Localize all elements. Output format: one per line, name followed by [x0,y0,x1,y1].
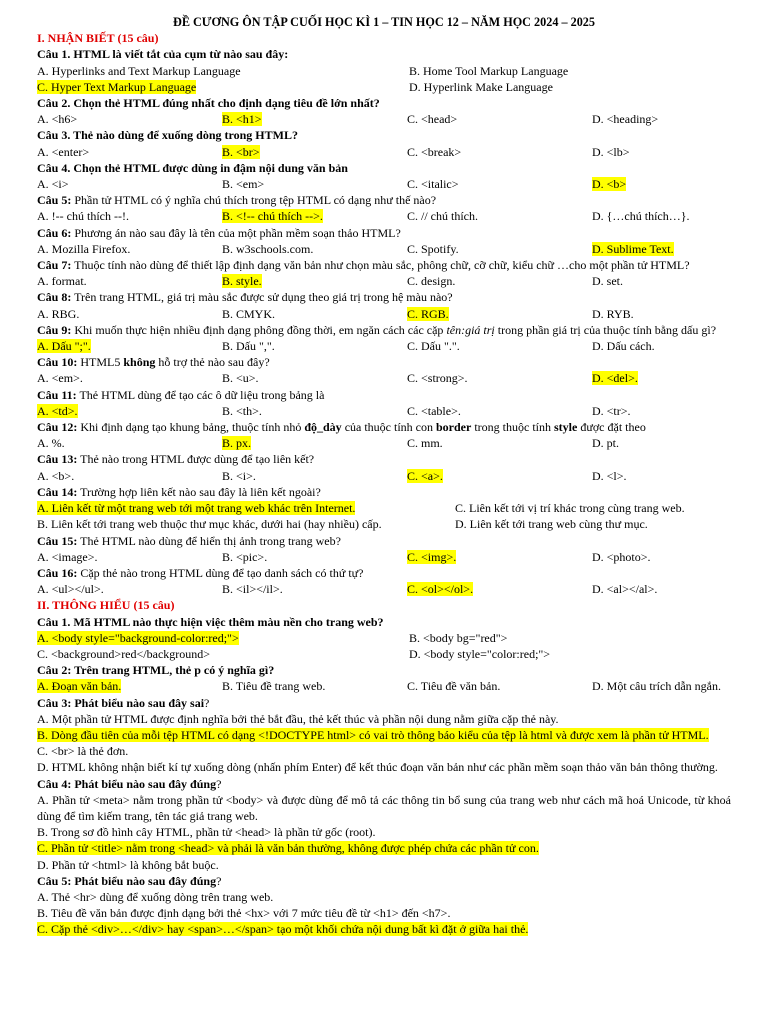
question-12: Câu 12: Khi định dạng tạo khung bảng, thuộc tính nhỏ độ_dày của thuộc tính con border trong thuộc tính style được đặt theo [37,420,646,435]
option-d: D. Hyperlink Make Language [409,79,553,94]
question-p2: Câu 2: Trên trang HTML, thẻ p có ý nghĩa gì? [37,663,275,678]
question-3-options: A. <enter> B. <br> C. <break> D. <lb> [37,144,630,159]
question-4: Câu 4. Chọn thẻ HTML được dùng in đậm nội dung văn bản [37,160,348,175]
option-a: A. Hyperlinks and Text Markup Language [37,63,241,78]
question-6: Câu 6: Phương án nào sau đây là tên của một phần mềm soạn thảo HTML? [37,225,401,240]
question-15-options: A. <image>. B. <pic>. C. <img>. D. <photo>. [37,549,651,564]
question-16-options: A. <ul></ul>. B. <il></il>. C. <ol></ol>. D. <al></al>. [37,582,658,597]
question-p1: Câu 1. Mã HTML nào thực hiện việc thêm màu nền cho trang web? [37,614,384,629]
question-7-options: A. format. B. style. C. design. D. set. [37,274,623,289]
question-p1-options: A. <body style="background-color:red;"> B. <body bg="red"> [37,630,508,645]
question-p3-c: C. <br> là thẻ đơn. [37,744,129,759]
question-p4: Câu 4: Phát biểu nào sau đây đúng? [37,776,222,791]
question-5-options: A. !-- chú thích --!. B. <!-- chú thích -->. C. // chú thích. D. {…chú thích…}. [37,209,690,224]
question-p5: Câu 5: Phát biểu nào sau đây đúng? [37,873,222,888]
question-16: Câu 16: Cặp thẻ nào trong HTML dùng để tạo danh sách có thứ tự? [37,565,364,580]
question-1: Câu 1. HTML là viết tắt của cụm từ nào sau đây: [37,47,289,62]
section-thong-hieu: II. THÔNG HIỂU (15 câu) [37,598,175,613]
question-10-options: A. <em>. B. <u>. C. <strong>. D. <del>. [37,371,638,386]
question-3: Câu 3. Thẻ nào dùng để xuống dòng trong HTML? [37,128,298,143]
question-1-options-2 [37,79,731,95]
question-p5-a: A. Thẻ <hr> dùng để xuống dòng trên trang web. [37,889,274,904]
option-b: B. Home Tool Markup Language [409,63,569,78]
question-14-options: A. Liên kết từ một trang web tới một trang web khác trên Internet. C. Liên kết tới vị trí khác trong cùng trang web. [37,501,685,516]
question-15: Câu 15: Thẻ HTML nào dùng để hiển thị ảnh trong trang web? [37,533,341,548]
question-2-options: A. <h6> B. <h1> C. <head> D. <heading> [37,112,659,127]
question-p2-options: A. Đoạn văn bản. B. Tiêu đề trang web. C. Tiêu đề văn bản. D. Một câu trích dẫn ngắn. [37,679,721,694]
question-9-options: A. Dấu ";". B. Dấu ",". C. Dấu ".". D. Dấu cách. [37,339,655,354]
question-p4-b: B. Trong sơ đồ hình cây HTML, phần tử <head> là phần tử gốc (root). [37,825,376,840]
question-p3-b: B. Dòng đầu tiên của mỗi tệp HTML có dạng <!DOCTYPE html> có vai trò thông báo kiểu của tệp là html và được xem là phần tử HTML. [37,727,709,742]
question-9: Câu 9: Khi muốn thực hiện nhiều định dạng phông đồng thời, em ngăn cách các cặp tên:giá trị trong phần giá trị của thuộc tính bằng dấu gì? [37,322,717,337]
question-7: Câu 7: Thuộc tính nào dùng để thiết lập định dạng văn bản như chọn màu sắc, phông chữ, cỡ chữ, kiểu chữ …cho một phần tử HTML? [37,258,690,273]
question-13: Câu 13: Thẻ nào trong HTML được dùng để tạo liên kết? [37,452,315,467]
question-10: Câu 10: HTML5 không hỗ trợ thẻ nào sau đây? [37,355,270,370]
question-6-options: A. Mozilla Firefox. B. w3schools.com. C. Spotify. D. Sublime Text. [37,241,674,256]
question-p4-a: A. Phần tử <meta> nằm trong phần tử <body> và được dùng để mô tả các thông tin bổ sung của trang web như cách mã hoá Unicode, từ khoá dùng để tìm kiếm trang, tên tác giả trang web. [37,792,731,823]
question-11: Câu 11: Thẻ HTML dùng để tạo các ô dữ liệu trong bảng là [37,387,325,402]
question-p4-c: C. Phần tử <title> nằm trong <head> và phải là văn bản thường, không được phép chứa các phần tử con. [37,841,539,856]
question-p4-d: D. Phần tử <html> là không bắt buộc. [37,857,219,872]
question-14-options-2: B. Liên kết tới trang web thuộc thư mục khác, dưới hai (hay nhiều) cấp. D. Liên kết tới trang web cùng thư mục. [37,517,648,532]
section-nhan-biet: I. NHẬN BIẾT (15 câu) [37,31,159,46]
question-5: Câu 5: Phần tử HTML có ý nghĩa chú thích trong tệp HTML có dạng như thế nào? [37,193,437,208]
question-4-options: A. <i> B. <em> C. <italic> D. <b> [37,177,627,192]
question-p1-options-2: C. <background>red</background> D. <body style="color:red;"> [37,646,551,661]
question-p3-d: D. HTML không nhận biết kí tự xuống dòng (nhấn phím Enter) để kết thúc đoạn văn bản như các phần mềm soạn thảo văn bản thông thường. [37,760,718,775]
question-p5-b: B. Tiêu đề văn bản được định dạng bởi thẻ <hx> với 7 mức tiêu đề từ <h1> đến <h7>. [37,906,451,921]
question-13-options: A. <b>. B. <i>. C. <a>. D. <l>. [37,468,627,483]
question-p3: Câu 3: Phát biểu nào sau đây sai? [37,695,210,710]
question-8: Câu 8: Trên trang HTML, giá trị màu sắc được sử dụng theo giá trị trong hệ màu nào? [37,290,453,305]
question-p5-c: C. Cặp thẻ <div>…</div> hay <span>…</span> tạo một khối chứa nội dung bất kì đặt ở giữa hai thẻ. [37,922,529,937]
question-1-options [37,63,731,79]
question-8-options: A. RBG. B. CMYK. C. RGB. D. RYB. [37,306,634,321]
question-p3-a: A. Một phần tử HTML được định nghĩa bởi thẻ bắt đầu, thẻ kết thúc và phần nội dung nằm giữa cặp thẻ này. [37,711,559,726]
question-2: Câu 2. Chọn thẻ HTML đúng nhất cho định dạng tiêu đề lớn nhất? [37,96,380,111]
question-11-options: A. <td>. B. <th>. C. <table>. D. <tr>. [37,403,631,418]
question-12-options: A. %. B. px. C. mm. D. pt. [37,436,619,451]
question-14: Câu 14: Trường hợp liên kết nào sau đây là liên kết ngoài? [37,484,321,499]
option-c: C. Hyper Text Markup Language [37,79,197,94]
document-title: ĐỀ CƯƠNG ÔN TẬP CUỐI HỌC KÌ 1 – TIN HỌC 12 – NĂM HỌC 2024 – 2025 [173,15,595,29]
